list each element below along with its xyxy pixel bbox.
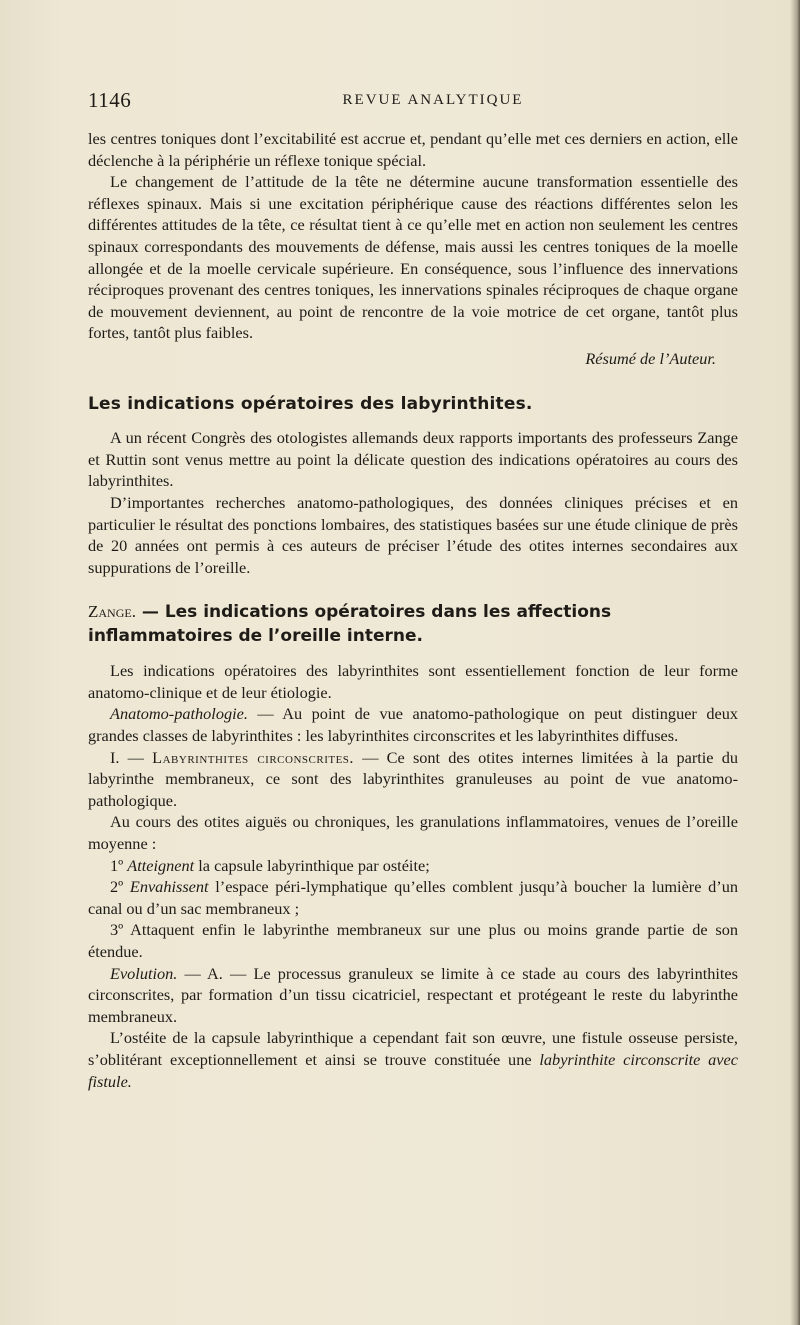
paragraph — [88, 963, 738, 1028]
paragraph — [88, 703, 738, 746]
section-title: Les indications opératoires des labyrinthites. — [88, 393, 533, 414]
list-number: 1º — [110, 855, 128, 875]
paragraph-text: L’ostéite de la capsule labyrinthique a cependant fait son œuvre, une fistule osseuse persiste, s’oblitérant exceptionnellement et ainsi se trouve constituée une — [88, 1028, 738, 1069]
paragraph: Les indications opératoires des labyrinthites sont essentiellement fonction de leur forme anatomo-clinique et de leur étiologie. — [88, 661, 738, 702]
paragraph — [88, 1027, 738, 1092]
paragraph-text: — A. — Le processus granuleux se limite à ce stade au cours des labyrinthites circonscrites, par formation d’un tissu cicatriciel, respectant et protégeant le reste du labyrinthe membraneux. — [88, 963, 738, 1026]
list-item: 3º Attaquent enfin le labyrinthe membraneux sur une plus ou moins grande partie de son étendue. — [88, 920, 738, 961]
paragraph: Au cours des otites aiguës ou chroniques, les granulations inflammatoires, venues de l’oreille moyenne : — [88, 812, 738, 854]
article-heading — [88, 600, 738, 648]
page-edge-shadow — [790, 0, 800, 1325]
paragraph: Le changement de l’attitude de la tête ne détermine aucune transformation essentielle des réflexes spinaux. Mais si une excitation périphérique cause des réactions différentes selon les différentes attitudes de la tête, ce résultat tient à ce qu’elle met en action non seulement les centres spinaux correspondants des mouvements de défense, mais aussi les centres toniques de la moelle allongée et de la moelle cervicale supérieure. En conséquence, sous l’influence des innervations réciproques provenant des centres toniques, les innervations spinales réciproques de chaque organe de mouvement deviennent, au point de rencontre de la voie motrice de cet organe, tantôt plus fortes, tantôt plus faibles. — [88, 172, 738, 343]
run-in-heading: Anatomo-pathologie. — [110, 704, 248, 724]
run-in-heading: Labyrinthites circonscrites. — [152, 747, 354, 767]
paragraph-text: — Ce sont des otites internes limitées à la partie du labyrinthe membraneux, ce sont des labyrinthites granuleuses au point de vue anatomo-pathologique. — [88, 747, 738, 810]
list-item — [88, 855, 738, 877]
page-body — [88, 128, 738, 1092]
list-emphasis: Atteignent — [127, 855, 195, 875]
paragraph: D’importantes recherches anatomo-pathologiques, des données cliniques précises et en particulier le résultat des ponctions lombaires, des statistiques basées sur une étude clinique de près de 20 années ont permis à ces auteurs de préciser l’étude des otites internes secondaires aux suppurations de l’oreille. — [88, 492, 738, 577]
article-title: Les indications opératoires dans les affections inflammatoires de l’oreille interne. — [88, 602, 612, 647]
emphasis-text: labyrinthite circonscrite avec fistule. — [88, 1049, 738, 1091]
roman-numeral: I. — — [110, 747, 153, 767]
paragraph: A un récent Congrès des otologistes allemands deux rapports importants des professeurs Zange et Ruttin sont venus mettre au point la délicate question des indications opératoires au cours des labyrinthites. — [88, 428, 738, 491]
list-text: l’espace péri-lymphatique qu’elles comblent jusqu’à boucher la lumière d’un canal ou d’un sac membraneux ; — [88, 877, 738, 918]
paragraph: les centres toniques dont l’excitabilité est accrue et, pendant qu’elle met ces derniers en action, elle déclenche à la périphérie un réflexe tonique spécial. — [88, 129, 738, 170]
list-number: 2º — [110, 877, 130, 897]
author-signature: Résumé de l’Auteur. — [585, 348, 716, 368]
running-title: REVUE ANALYTIQUE — [342, 92, 524, 108]
list-item — [88, 876, 738, 919]
page-number: 1146 — [88, 88, 132, 112]
heading-dash: — — [135, 602, 165, 623]
list-text: la capsule labyrinthique par ostéite; — [194, 855, 430, 875]
paragraph — [88, 747, 738, 812]
page-header — [88, 88, 738, 118]
run-in-heading: Evolution. — [110, 963, 178, 983]
paragraph-text: — Au point de vue anatomo-pathologique on peut distinguer deux grandes classes de labyrinthites : les labyrinthites circonscrites et les labyrinthites diffuses. — [88, 704, 738, 746]
article-author: Zange. — [88, 602, 136, 622]
list-emphasis: Envahissent — [129, 877, 209, 897]
